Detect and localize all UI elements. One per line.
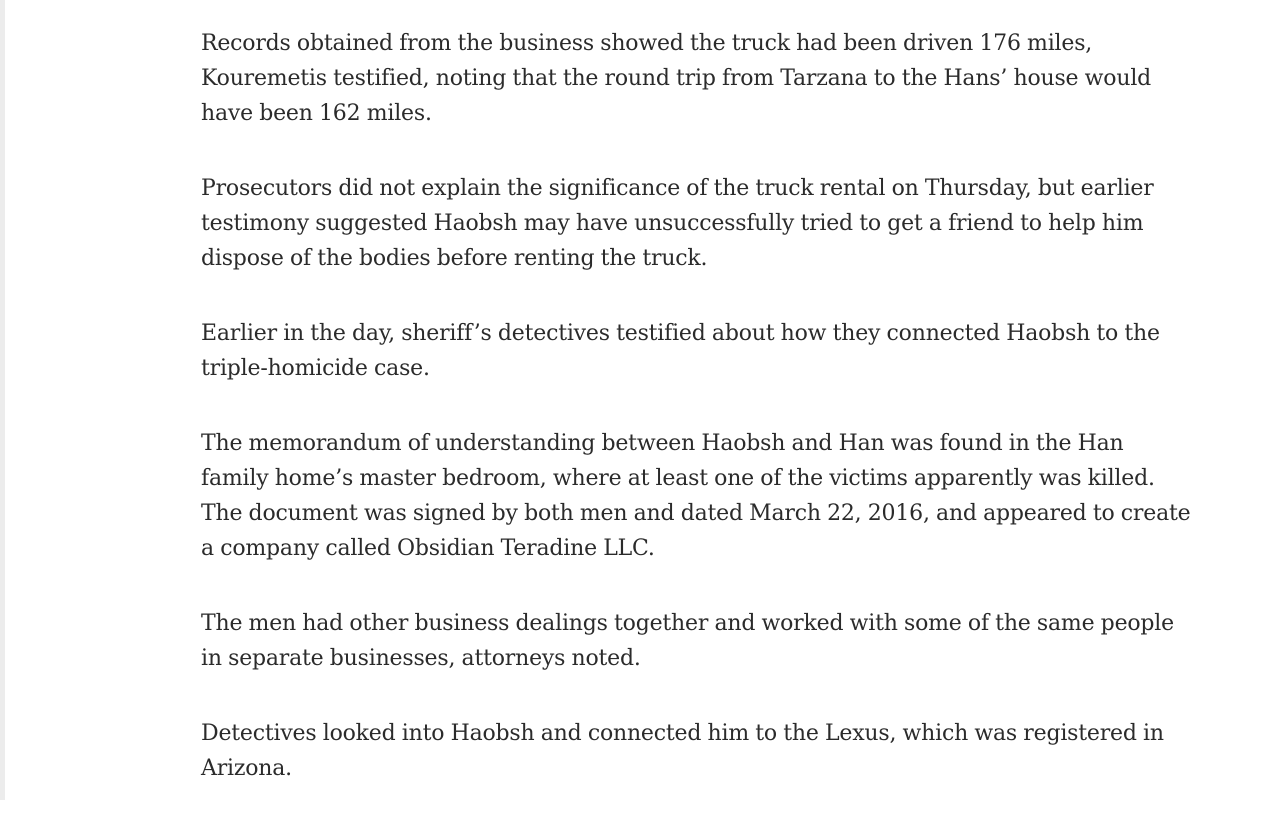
- page-edge-divider: [0, 0, 5, 800]
- article-paragraph: Prosecutors did not explain the significance of the truck rental on Thursday, but earlier testimony suggested Haobsh may have unsuccessfully tried to get a friend to help him dispose of the bodies before renting the truck.: [201, 176, 1154, 271]
- article-paragraph: Detectives looked into Haobsh and connected him to the Lexus, which was registered in Arizona.: [201, 721, 1164, 781]
- article-paragraph: Earlier in the day, sheriff’s detectives testified about how they connected Haobsh to the triple-homicide case.: [201, 321, 1160, 381]
- article-paragraph: The memorandum of understanding between Haobsh and Han was found in the Han family home’s master bedroom, where at least one of the victims apparently was killed. The document was signed by both men and dated March 22, 2016, and appeared to create a company called Obsidian Teradine LLC.: [201, 431, 1191, 561]
- article-paragraph: Records obtained from the business showed the truck had been driven 176 miles, Kouremetis testified, noting that the round trip from Tarzana to the Hans’ house would have been 162 miles.: [201, 31, 1152, 126]
- article-body: [201, 26, 1191, 826]
- article-paragraph: The men had other business dealings together and worked with some of the same people in separate businesses, attorneys noted.: [201, 611, 1174, 671]
